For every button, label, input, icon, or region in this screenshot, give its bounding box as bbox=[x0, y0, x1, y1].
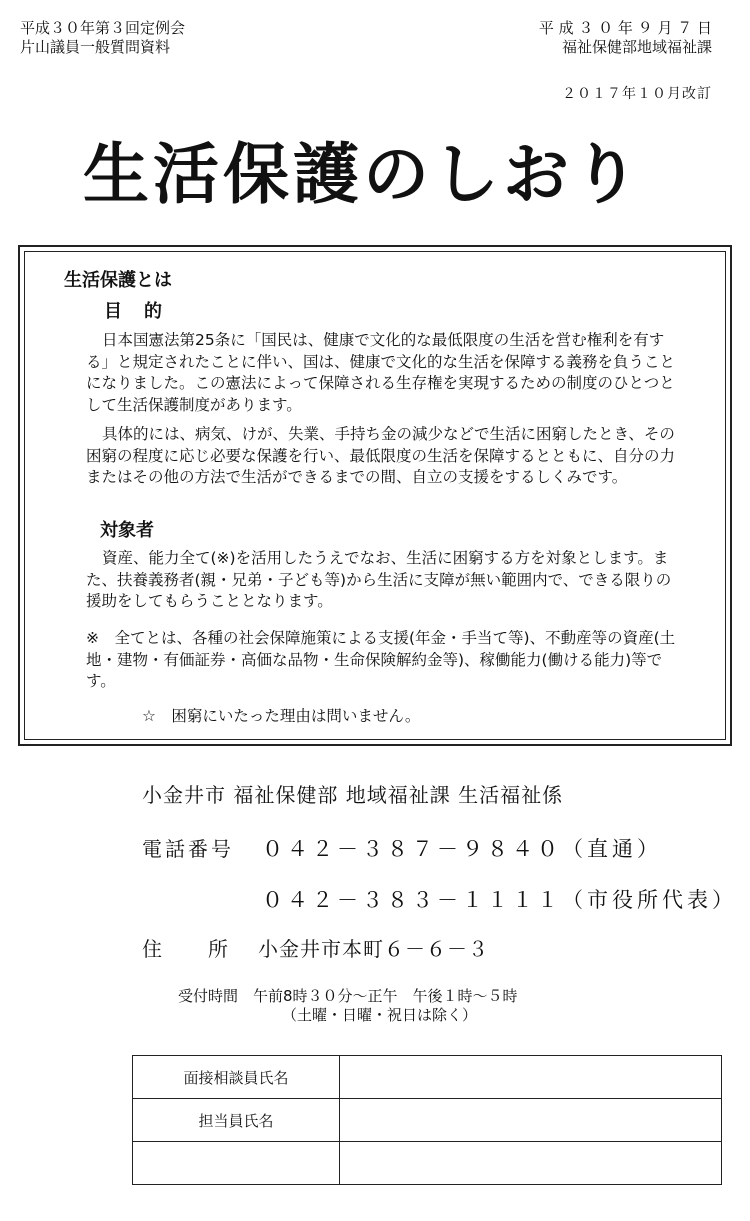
phone-number-direct: ０４２－３８７－９８４０（直通） bbox=[262, 837, 662, 861]
staff-name-table bbox=[132, 1055, 722, 1185]
header-left bbox=[20, 19, 185, 57]
asset-note: ※ 全てとは、各種の社会保障施策による支援(年金・手当て等)、不動産等の資産(土地・建物・有価証券・高価な品物・生命保険解約金等)、稼働能力(働ける能力)等です。 bbox=[86, 629, 676, 690]
caseworker-name-field[interactable] bbox=[340, 1099, 722, 1142]
caseworker-name-label: 担当員氏名 bbox=[133, 1099, 340, 1142]
office-hours-note: （土曜・日曜・祝日は除く） bbox=[282, 1006, 478, 1024]
table-row bbox=[133, 1142, 722, 1185]
interviewer-name-label: 面接相談員氏名 bbox=[133, 1056, 340, 1099]
phone-number-main: ０４２－３８３－１１１１（市役所代表） bbox=[262, 888, 737, 912]
office-name: 小金井市 福祉保健部 地域福祉課 生活福祉係 bbox=[142, 783, 564, 807]
office-hours: 受付時間 午前8時３０分～正午 午後１時～５時 bbox=[178, 987, 518, 1005]
address-value: 小金井市本町６－６－３ bbox=[258, 937, 489, 961]
purpose-paragraph-1: 日本国憲法第25条に「国民は、健康で文化的な最低限度の生活を営む権利を有する」と規定されたことに伴い、国は、健康で文化的な生活を保障する義務を負うことになりました。この憲法によって保障される生存権を実現するための制度のひとつとして生活保護制度があります。 bbox=[86, 331, 676, 414]
material-label: 片山議員一般質問資料 bbox=[20, 38, 171, 56]
target-paragraph: 資産、能力全て(※)を活用したうえでなお、生活に困窮する方を対象とします。また、扶養義務者(親・兄弟・子ども等)から生活に支障が無い範囲内で、できる限りの援助をしてもらうこととなります。 bbox=[86, 549, 672, 610]
phone-label: 電話番号 bbox=[142, 837, 234, 861]
interviewer-name-field[interactable] bbox=[340, 1056, 722, 1099]
blank-value-field[interactable] bbox=[340, 1142, 722, 1185]
purpose-paragraph-2: 具体的には、病気、けが、失業、手持ち金の減少などで生活に困窮したとき、その困窮の程度に応じ必要な保護を行い、最低限度の生活を保障するとともに、自分の力またはその他の方法で生活ができるまでの間、自立の支援をするしくみです。 bbox=[86, 425, 676, 486]
table-row bbox=[133, 1056, 722, 1099]
blank-label-cell bbox=[133, 1142, 340, 1185]
date-label: 平 成 ３ ０ 年 ９ 月 ７ 日 bbox=[538, 19, 712, 37]
box-heading: 生活保護とは bbox=[64, 270, 172, 291]
reason-note: ☆ 困窮にいたった理由は問いません。 bbox=[142, 707, 421, 725]
address-label: 住 所 bbox=[142, 937, 230, 961]
table-row bbox=[133, 1099, 722, 1142]
header-right bbox=[539, 19, 712, 57]
page-title: 生活保護のしおり bbox=[83, 136, 643, 213]
purpose-heading: 目 的 bbox=[104, 301, 164, 322]
department-label: 福祉保健部地域福祉課 bbox=[561, 38, 712, 56]
session-label: 平成３０年第３回定例会 bbox=[20, 19, 186, 37]
revision-label: ２０１７年１０月改訂 bbox=[562, 86, 712, 102]
target-heading: 対象者 bbox=[100, 520, 154, 541]
